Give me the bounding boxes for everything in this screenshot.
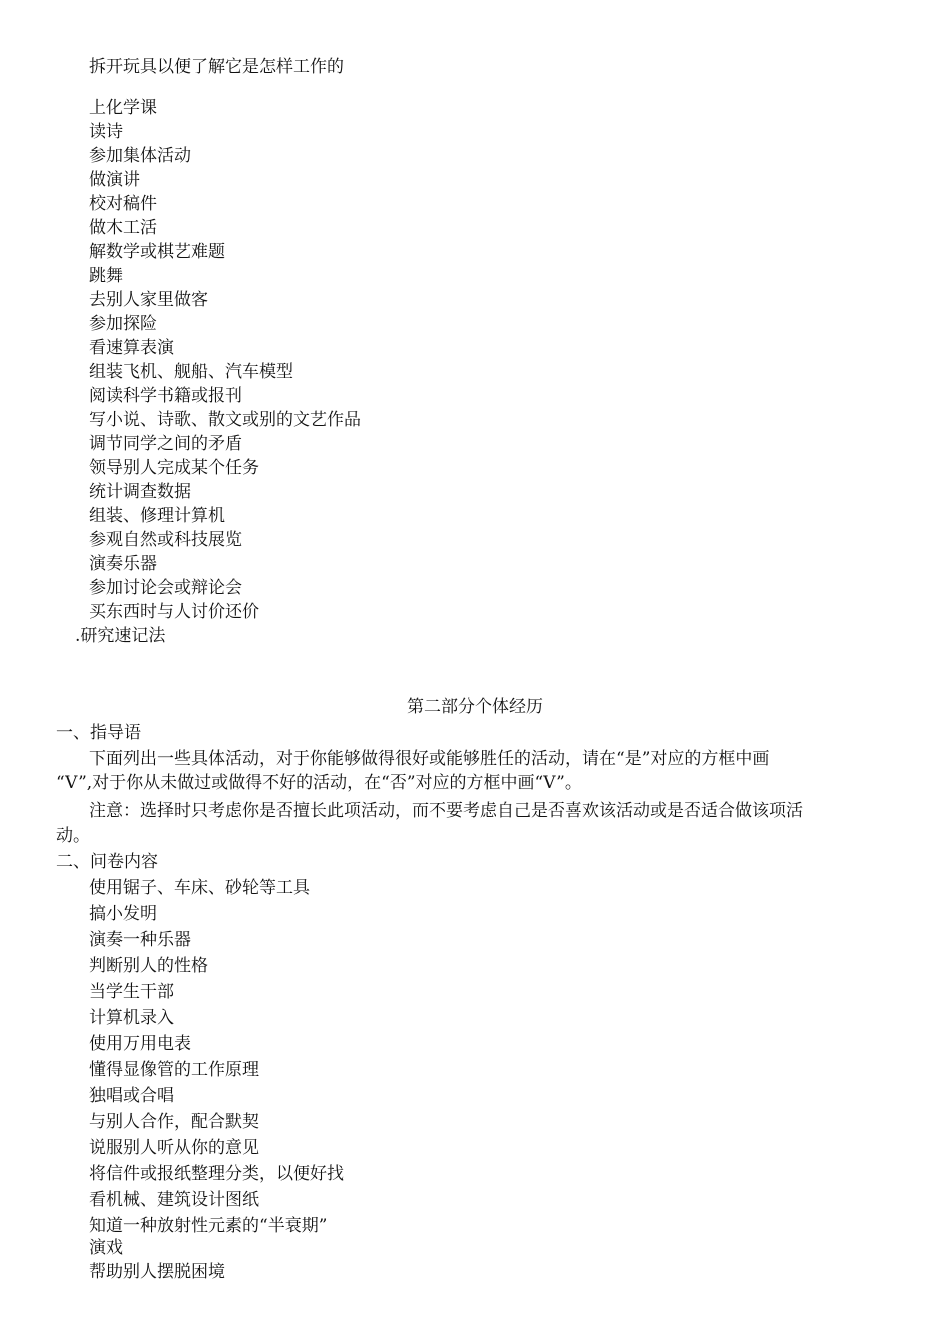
questionnaire-item: 说服别人听从你的意见 [89,1138,259,1158]
questionnaire-item: 搞小发明 [89,904,157,924]
activity-item: 去别人家里做客 [89,290,208,310]
activity-item: 调节同学之间的矛盾 [89,434,242,454]
section-heading: 二、问卷内容 [56,852,158,872]
activity-item: 拆开玩具以便了解它是怎样工作的 [89,57,344,77]
questionnaire-item: 计算机录入 [89,1008,174,1028]
questionnaire-item: 独唱或合唱 [89,1086,174,1106]
activity-item: 跳舞 [89,266,123,286]
guide-paragraph: 下面列出一些具体活动，对于你能够做得很好或能够胜任的活动，请在“是”对应的方框中画 [89,749,770,769]
questionnaire-item: 将信件或报纸整理分类，以便好找 [89,1164,344,1184]
questionnaire-item: 使用锯子、车床、砂轮等工具 [89,878,310,898]
activity-item: 看速算表演 [89,338,174,358]
activity-item: 组装、修理计算机 [89,506,225,526]
activity-item: 写小说、诗歌、散文或别的文艺作品 [89,410,361,430]
activity-item: 演奏乐器 [89,554,157,574]
questionnaire-item: 演戏 [89,1238,123,1258]
activity-item: 参加集体活动 [89,146,191,166]
activity-item: 领导别人完成某个任务 [89,458,259,478]
activity-item: 参加探险 [89,314,157,334]
activity-item: 参观自然或科技展览 [89,530,242,550]
activity-item: 读诗 [89,122,123,142]
activity-item: 校对稿件 [89,194,157,214]
activity-item: 阅读科学书籍或报刊 [89,386,242,406]
guide-note: 动。 [56,826,90,846]
activity-item: 买东西时与人讨价还价 [89,602,259,622]
activity-item: 参加讨论会或辩论会 [89,578,242,598]
activity-item: 解数学或棋艺难题 [89,242,225,262]
questionnaire-item: 看机械、建筑设计图纸 [89,1190,259,1210]
questionnaire-item: 帮助别人摆脱困境 [89,1262,225,1282]
questionnaire-item: 知道一种放射性元素的“半衰期” [89,1216,328,1236]
activity-item: 统计调查数据 [89,482,191,502]
activity-item: 组装飞机、舰船、汽车模型 [89,362,293,382]
questionnaire-item: 懂得显像管的工作原理 [89,1060,259,1080]
activity-item: 做演讲 [89,170,140,190]
questionnaire-item: 与别人合作，配合默契 [89,1112,259,1132]
questionnaire-item: 使用万用电表 [89,1034,191,1054]
section-heading: 一、指导语 [56,723,141,743]
activity-item: 上化学课 [89,98,157,118]
section-title: 第二部分个体经历 [407,697,543,717]
guide-note: 注意：选择时只考虑你是否擅长此项活动，而不要考虑自己是否喜欢该活动或是否适合做该项活 [89,801,803,821]
questionnaire-item: 判断别人的性格 [89,956,208,976]
guide-paragraph: “V”,对于你从未做过或做得不好的活动，在“否”对应的方框中画“V”。 [56,773,582,793]
activity-item: 做木工活 [89,218,157,238]
questionnaire-item: 演奏一种乐器 [89,930,191,950]
activity-item: .研究速记法 [75,626,166,646]
questionnaire-item: 当学生干部 [89,982,174,1002]
